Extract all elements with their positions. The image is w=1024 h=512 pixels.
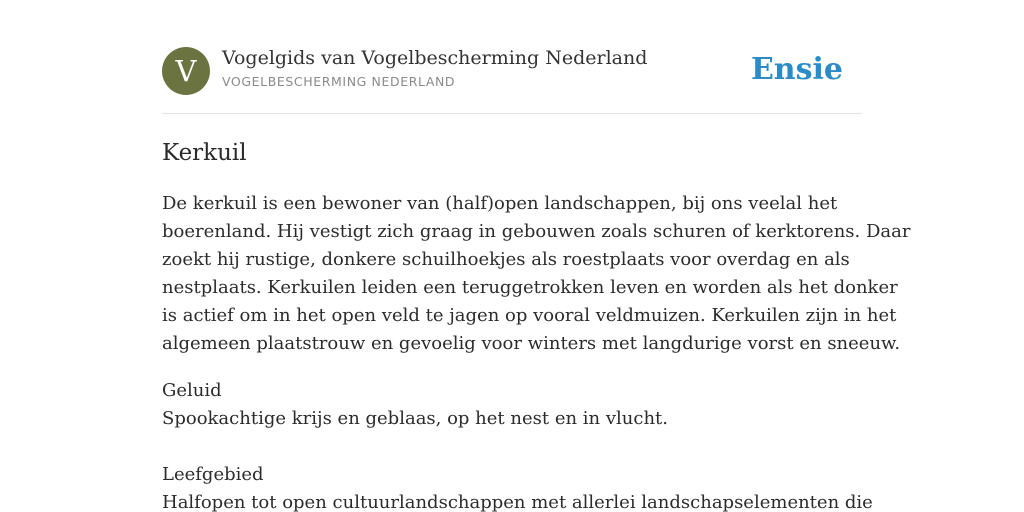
page-title: Kerkuil (162, 140, 247, 166)
section-geluid (162, 377, 862, 433)
intro-paragraph (162, 190, 911, 358)
section-heading: Leefgebied (162, 464, 264, 485)
section-heading: Geluid (162, 380, 222, 401)
intro-line: zoekt hij rustige, donkere schuilhoekjes als roestplaats voor overdag en als (162, 249, 850, 270)
section-spacer (162, 433, 862, 461)
article-body (162, 190, 911, 512)
avatar[interactable]: V (162, 47, 210, 95)
intro-line: algemeen plaatstrouw en gevoelig voor winters met langdurige vorst en sneeuw. (162, 333, 901, 354)
section-leefgebied (162, 461, 873, 512)
intro-line: De kerkuil is een bewoner van (half)open landschappen, bij ons veelal het (162, 193, 838, 214)
ensie-logo[interactable]: Ensie (750, 52, 843, 87)
source-header (162, 0, 862, 114)
page (162, 0, 911, 512)
section-text: Halfopen tot open cultuurlandschappen met allerlei landschapselementen die (162, 492, 873, 512)
publisher-name[interactable]: VOGELBESCHERMING NEDERLAND (222, 74, 456, 89)
intro-line: is actief om in het open veld te jagen op vooral veldmuizen. Kerkuilen zijn in het (162, 305, 897, 326)
intro-line: boerenland. Hij vestigt zich graag in gebouwen zoals schuren of kerktorens. Daar (162, 221, 911, 242)
section-text: Spookachtige krijs en geblaas, op het nest en in vlucht. (162, 408, 669, 429)
source-title[interactable]: Vogelgids van Vogelbescherming Nederland (222, 47, 648, 69)
intro-line: nestplaats. Kerkuilen leiden een teruggetrokken leven en worden als het donker (162, 277, 898, 298)
